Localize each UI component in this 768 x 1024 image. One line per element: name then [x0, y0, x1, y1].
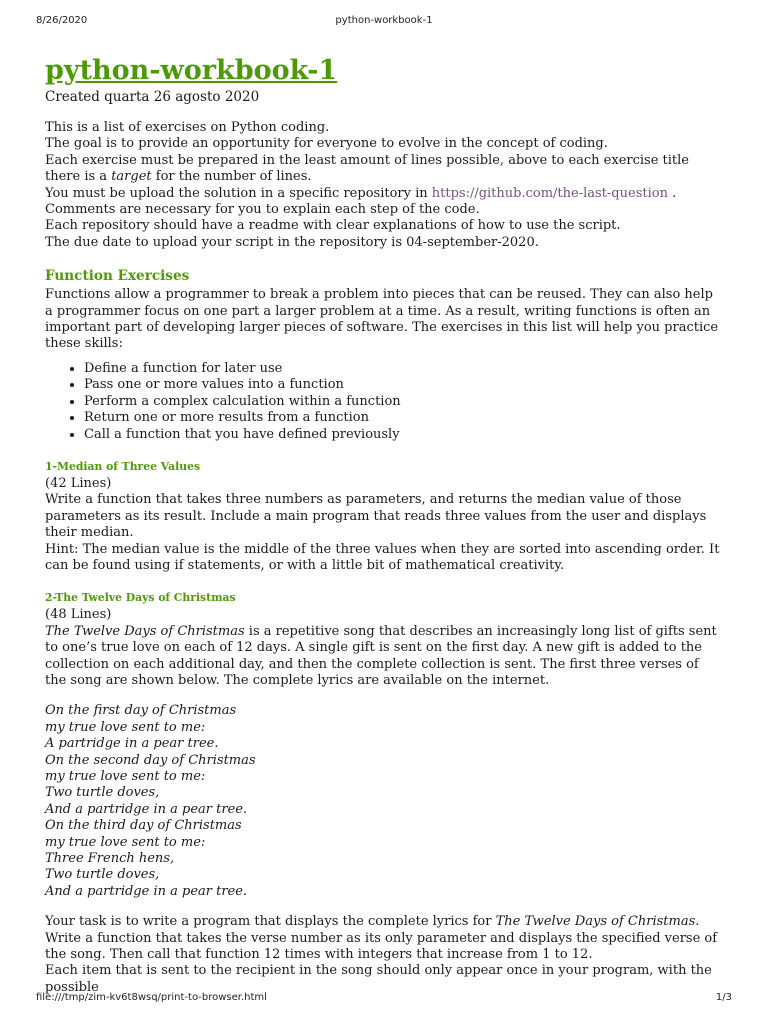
- exercise-1-heading: 1-Median of Three Values: [45, 459, 201, 473]
- task-text: Your task is to write a program that displays the complete lyrics for: [45, 914, 496, 930]
- document-title: python-workbook-1: [45, 55, 338, 86]
- intro-text: You must be upload the solution in a specific repository in: [45, 185, 432, 201]
- list-item: • Perform a complex calculation within a function: [84, 394, 723, 410]
- exercise-2-lines: (48 Lines): [45, 607, 112, 623]
- intro-text: .: [667, 185, 677, 201]
- song-verses: [45, 703, 723, 900]
- list-item: • Pass one or more values into a function: [84, 377, 723, 393]
- list-item: • Define a function for later use: [84, 361, 723, 377]
- function-exercises-paragraph: Functions allow a programmer to break a problem into pieces that can be reused. They can also help a programmer focus on one part a larger problem at a time. As a result, writing functions is often an important part of developing larger pieces of software. The exercises in this list will help you practice these skills:: [45, 287, 719, 352]
- print-footer: [36, 992, 732, 1006]
- function-exercises-heading: Function Exercises: [45, 268, 190, 285]
- intro-line: Comments are necessary for you to explain each step of the code.: [45, 202, 480, 218]
- verse-line: my true love sent to me:: [45, 769, 206, 784]
- verse-line: Two turtle doves,: [45, 785, 160, 801]
- verse-line: And a partridge in a pear tree.: [45, 883, 248, 899]
- list-item: • Return one or more results from a function: [84, 410, 723, 426]
- exercise-2-task: [45, 914, 723, 963]
- skills-list: [45, 361, 723, 443]
- verse-line: Two turtle doves,: [45, 867, 160, 883]
- intro-line: The goal is to provide an opportunity for everyone to evolve in the concept of coding.: [45, 136, 608, 152]
- print-date: 8/26/2020: [36, 15, 88, 26]
- print-header: [36, 15, 732, 31]
- created-date: Created quarta 26 agosto 2020: [45, 89, 260, 105]
- description-text: is a repetitive song that describes an increasingly long list of gifts sent to one’s true love on each of 12 days. A single gift is sent on the first day. A new gift is added to the collection on each additional day, and then the complete collection is sent. The first three verses of the song are shown below. The complete lyrics are available on the internet.: [45, 623, 717, 688]
- verse-line: On the third day of Christmas: [45, 818, 242, 834]
- intro-line: [45, 186, 723, 202]
- exercise-2-description: [45, 624, 723, 690]
- verse-line: Three French hens,: [45, 851, 175, 867]
- verse-line: A partridge in a pear tree.: [45, 736, 219, 752]
- print-page-title: python-workbook-1: [335, 15, 433, 26]
- verse-line: On the first day of Christmas: [45, 703, 237, 719]
- verse-line: On the second day of Christmas: [45, 752, 256, 768]
- intro-line: The due date to upload your script in the repository is 04-september-2020.: [45, 234, 539, 250]
- exercise-2-heading: 2-The Twelve Days of Christmas: [45, 591, 236, 605]
- target-word: target: [111, 169, 152, 185]
- intro-text: for the number of lines.: [151, 169, 312, 185]
- verse-line: And a partridge in a pear tree.: [45, 801, 248, 817]
- exercise-1-lines: (42 Lines): [45, 475, 112, 491]
- list-item: • Call a function that you have defined previously: [84, 427, 723, 443]
- intro-line: Each repository should have a readme with clear explanations of how to use the script.: [45, 218, 621, 234]
- verse-line: my true love sent to me:: [45, 834, 206, 850]
- task-text: . Write a function that takes the verse number as its only parameter and displays the specified verse of the song. Then call that function 12 times with integers that increase from 1 to 12.: [45, 914, 718, 963]
- print-file-path: file:///tmp/zim-kv6t8wsq/print-to-browser.html: [36, 992, 267, 1003]
- exercise-1-hint: Hint: The median value is the middle of the three values when they are sorted into ascending order. It can be found using if statements, or with a little bit of mathematical creativity.: [45, 541, 720, 573]
- repository-link[interactable]: https://github.com/the-last-question: [431, 185, 668, 201]
- verse-line: my true love sent to me:: [45, 719, 206, 735]
- exercise-2-task-continued: Each item that is sent to the recipient in the song should only appear once in your program, with the possible: [45, 963, 712, 995]
- exercise-1-description: Write a function that takes three numbers as parameters, and returns the median value of those parameters as its result. Include a main program that reads three values from the user and displays their median.: [45, 492, 707, 541]
- page-number: 1/3: [715, 992, 732, 1003]
- intro-line: [45, 153, 723, 186]
- song-title: The Twelve Days of Christmas: [495, 914, 696, 930]
- song-title: The Twelve Days of Christmas: [45, 623, 245, 639]
- intro-text: Each exercise must be prepared in the least amount of lines possible, above to each exercise title there is a: [45, 152, 690, 185]
- intro-line: This is a list of exercises on Python coding.: [45, 120, 330, 135]
- document-content: [45, 52, 723, 996]
